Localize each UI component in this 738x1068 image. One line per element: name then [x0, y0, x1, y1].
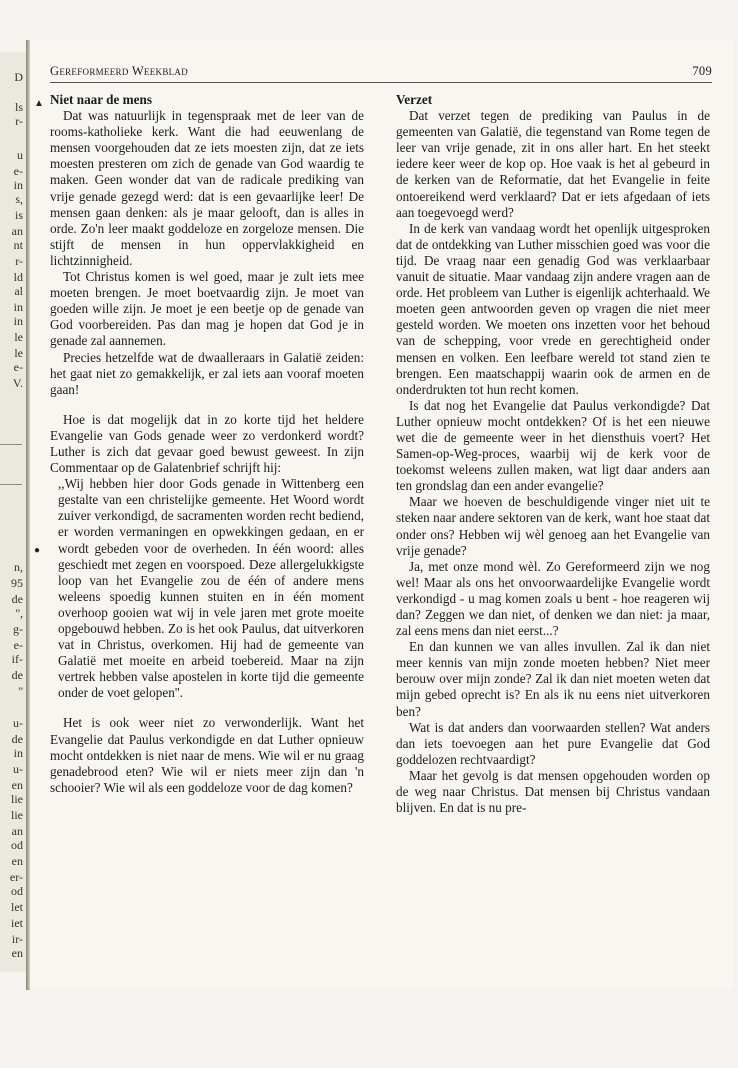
prev-page-fragment: le — [14, 346, 23, 360]
prev-page-fragment: r- — [15, 114, 23, 128]
right-paragraph: Is dat nog het Evangelie dat Paulus verkondigde? Dat Luther opnieuw mocht ontdekken? Of is het een nieuwe wet die de gemeente weer in het diensthuis voert? Het Samen-op-Weg-proces, waarbij wij de kerk voor de toekomst weleens zullen maken, wat ligt daar anders aan ten grondslag dan een ander evangelie? — [396, 397, 710, 494]
right-paragraph: Maar we hoeven de beschuldigende vinger niet uit te steken naar andere sektoren van de kerk, want hoe staat dat onder ons? Hebben wij wèl genoeg aan het Evangelie van vrije genade? — [396, 494, 710, 558]
prev-page-fragment: u — [17, 148, 23, 162]
prev-page-fragment: le — [14, 330, 23, 344]
prev-page-fragment: de — [11, 732, 23, 746]
prev-page-fragment: an — [11, 224, 23, 238]
left-paragraph: Tot Christus komen is wel goed, maar je zult iets mee moeten brengen. Je moet boetvaardig zijn. Je moet van goeden wille zijn. Je moet je een beetje op de genade van God voorbereiden. Pas dan mag je hopen dat God je in genade zal aannemen. — [50, 269, 364, 349]
right-paragraph: Dat verzet tegen de prediking van Paulus in de gemeenten van Galatië, die tegenstand van Rome tegen de leer van vrije genade, zit in ons aller hart. En het steekt iedere keer weer de kop op. Hoe vaak is het al gebeurd in de kerken van de Reformatie, dat het Evangelie in feite ontoereikend werd verklaard? Dat er iets afgedaan of iets aan toegevoegd werd? — [396, 108, 710, 220]
prev-page-fragment: er- — [9, 870, 23, 884]
prev-page-fragment: r- — [15, 254, 23, 268]
prev-page-fragment: lie — [11, 792, 23, 806]
prev-page-fragment: '' — [18, 684, 23, 698]
right-column — [396, 92, 710, 816]
margin-mark-icon: ▲ — [34, 98, 44, 109]
right-paragraph: Wat is dat anders dan voorwaarden stellen? Wat anders dan iets toevoegen aan het pure Evangelie dat God goddelozen rechtvaardigt? — [396, 719, 710, 767]
left-paragraph: Dat was natuurlijk in tegenspraak met de leer van de rooms-katholieke kerk. Want die had eeuwenlang de mensen voorgehouden dat ze iets moesten zijn, dat ze iets moesten presteren om zich de genade van God waardig te maken. Geen wonder dat van de radicale prediking van vrije genade gezegd werd: dat is een gevaarlijke leer! De mensen gaan denken: als je maar gelooft, dan is alles in orde. Zo'n leer maakt goddeloze en zorgeloze mensen. Die stijft de mensen in hun oppervlakkigheid en lichtzinnigheid. — [50, 108, 364, 268]
prev-page-fragment: e- — [13, 638, 23, 652]
right-heading: Verzet — [396, 92, 433, 107]
prev-page-fragment: D — [14, 70, 23, 84]
left-heading: Niet naar de mens — [50, 92, 152, 107]
prev-page-fragment: od — [11, 884, 23, 898]
publication-title: Gereformeerd Weekblad — [50, 64, 189, 78]
prev-page-fragment: en — [11, 854, 23, 868]
prev-page-fragment: de — [11, 668, 23, 682]
prev-page-rule — [0, 484, 22, 485]
prev-page-fragment: ir- — [11, 932, 23, 946]
page-header — [50, 62, 712, 83]
prev-page-fragment: e- — [13, 360, 23, 374]
prev-page-fragment: '', — [15, 606, 23, 620]
prev-page-fragment: ls — [14, 100, 23, 114]
magazine-page — [30, 40, 734, 990]
prev-page-fragment: iet — [11, 916, 23, 930]
left-column — [50, 92, 364, 796]
right-paragraph: En dan kunnen we van alles invullen. Zal ik dan niet meer kennis van mijn zonde moeten hebben? Niet meer berouw over mijn zonde? Zal ik dan niet moeten weten dat mijn gebed oprecht is? En als ik nu eens niet uitverkoren ben? — [396, 639, 710, 719]
prev-page-fragment: e- — [13, 164, 23, 178]
prev-page-fragment: n, — [14, 560, 23, 574]
prev-page-fragment: lie — [11, 808, 23, 822]
left-paragraph: Hoe is dat mogelijk dat in zo korte tijd het heldere Evangelie van Gods genade weer zo verdonkerd wordt? Luther is zich dat gevaar goed bewust geweest. In zijn Commentaar op de Galatenbrief schrijft hij: — [50, 411, 364, 476]
prev-page-fragment: nt — [13, 238, 23, 252]
prev-page-fragment: let — [11, 900, 23, 914]
left-paragraph: Precies hetzelfde wat de dwaalleraars in Galatië zeiden: het gaat niet zo gemakkelijk, er zal iets aan vooraf moeten gaan! — [50, 349, 364, 397]
prev-page-fragment: en — [11, 778, 23, 792]
prev-page-rule — [0, 444, 22, 445]
right-paragraph: Ja, met onze mond wèl. Zo Gereformeerd zijn we nog wel! Maar als ons het onvoorwaardelijke Evangelie wordt verkondigd - u mag komen zoals u bent - hoe reageren wij dan? Zeggen we dan niet, of denken we dan niet: ja maar, zal eens mens dan niet eerst...? — [396, 558, 710, 639]
left-paragraph: Het is ook weer niet zo verwonderlijk. Want het Evangelie dat Paulus verkondigde en dat Luther opnieuw mocht ontdekken is niet naar de mens. Wie wil er nu graag genadebrood eten? Wie wil er niets meer zijn dan 'n schooier? Wie wil als een goddeloze voor de dag komen? — [50, 715, 364, 795]
prev-page-fragment: in — [13, 314, 23, 328]
prev-page-fragment: in — [13, 178, 23, 192]
prev-page-fragment: is — [14, 208, 23, 222]
prev-page-fragment: en — [11, 946, 23, 960]
prev-page-fragment: if- — [11, 652, 23, 666]
prev-page-fragment: in — [13, 746, 23, 760]
prev-page-fragment: de — [11, 592, 23, 606]
margin-dot-icon: ● — [34, 545, 41, 556]
prev-page-fragment: u- — [13, 716, 23, 730]
prev-page-fragment: in — [13, 300, 23, 314]
prev-page-fragment: s, — [15, 192, 23, 206]
right-paragraph: Maar het gevolg is dat mensen opgehouden worden op de weg naar Christus. Dat mensen bij Christus vandaan blijven. En dat is nu pre- — [396, 767, 710, 816]
page-number: 709 — [692, 64, 712, 78]
luther-quote: ,,Wij hebben hier door Gods genade in Wittenberg een gestalte van een christelijke gemeente. Het Woord wordt zuiver verkondigd, de sacramenten worden recht bediend, er worden vermaningen en opwekkingen gedaan, en er wordt gebeden voor de overheden. In één woord: alles geschiedt met zegen en voorspoed. Deze allergelukkigste loop van het Evangelie zou de één of andere mens weleens spoedig kunnen stuiten en in één moment overhoop gooien wat wij in vele jaren met grote moeite opgebouwd hebben. Zo is het ook Paulus, dat uitverkoren vat in Christus, overkomen. Hij had de gemeente van Galatië met moeite en arbeid toebereid. Maar na zijn vertrek hebben valse apostelen in korte tijd die gemeente onder de voet gelopen''. — [58, 476, 364, 701]
prev-page-fragment: g- — [13, 622, 23, 636]
prev-page-fragment: ld — [13, 270, 23, 284]
prev-page-fragment: od — [11, 838, 23, 852]
prev-page-fragment: V. — [12, 376, 23, 390]
prev-page-fragment: al — [14, 284, 23, 298]
prev-page-fragment: an — [11, 824, 23, 838]
prev-page-fragment: 95 — [11, 576, 23, 590]
right-paragraph: In de kerk van vandaag wordt het openlijk uitgesproken dat de ontdekking van Luther misschien goed was voor die tijd. De vraag naar een genadig God was verklaarbaar vanuit de situatie. Maar vandaag zijn andere vragen aan de orde. Het probleem van Luther is eigenlijk achterhaald. We moeten geen antwoorden geven op vragen die niet meer gesteld worden. We moeten ons inzetten voor het behoud van de schepping, voor vrede en gerechtigheid onder mensen en volken. Een leefbare wereld tot stand zien te brengen. Een maatschappij waarin ook de armen en de onderdrukten tot hun recht komen. — [396, 220, 710, 397]
previous-page-strip — [0, 52, 26, 972]
prev-page-fragment: u- — [13, 762, 23, 776]
